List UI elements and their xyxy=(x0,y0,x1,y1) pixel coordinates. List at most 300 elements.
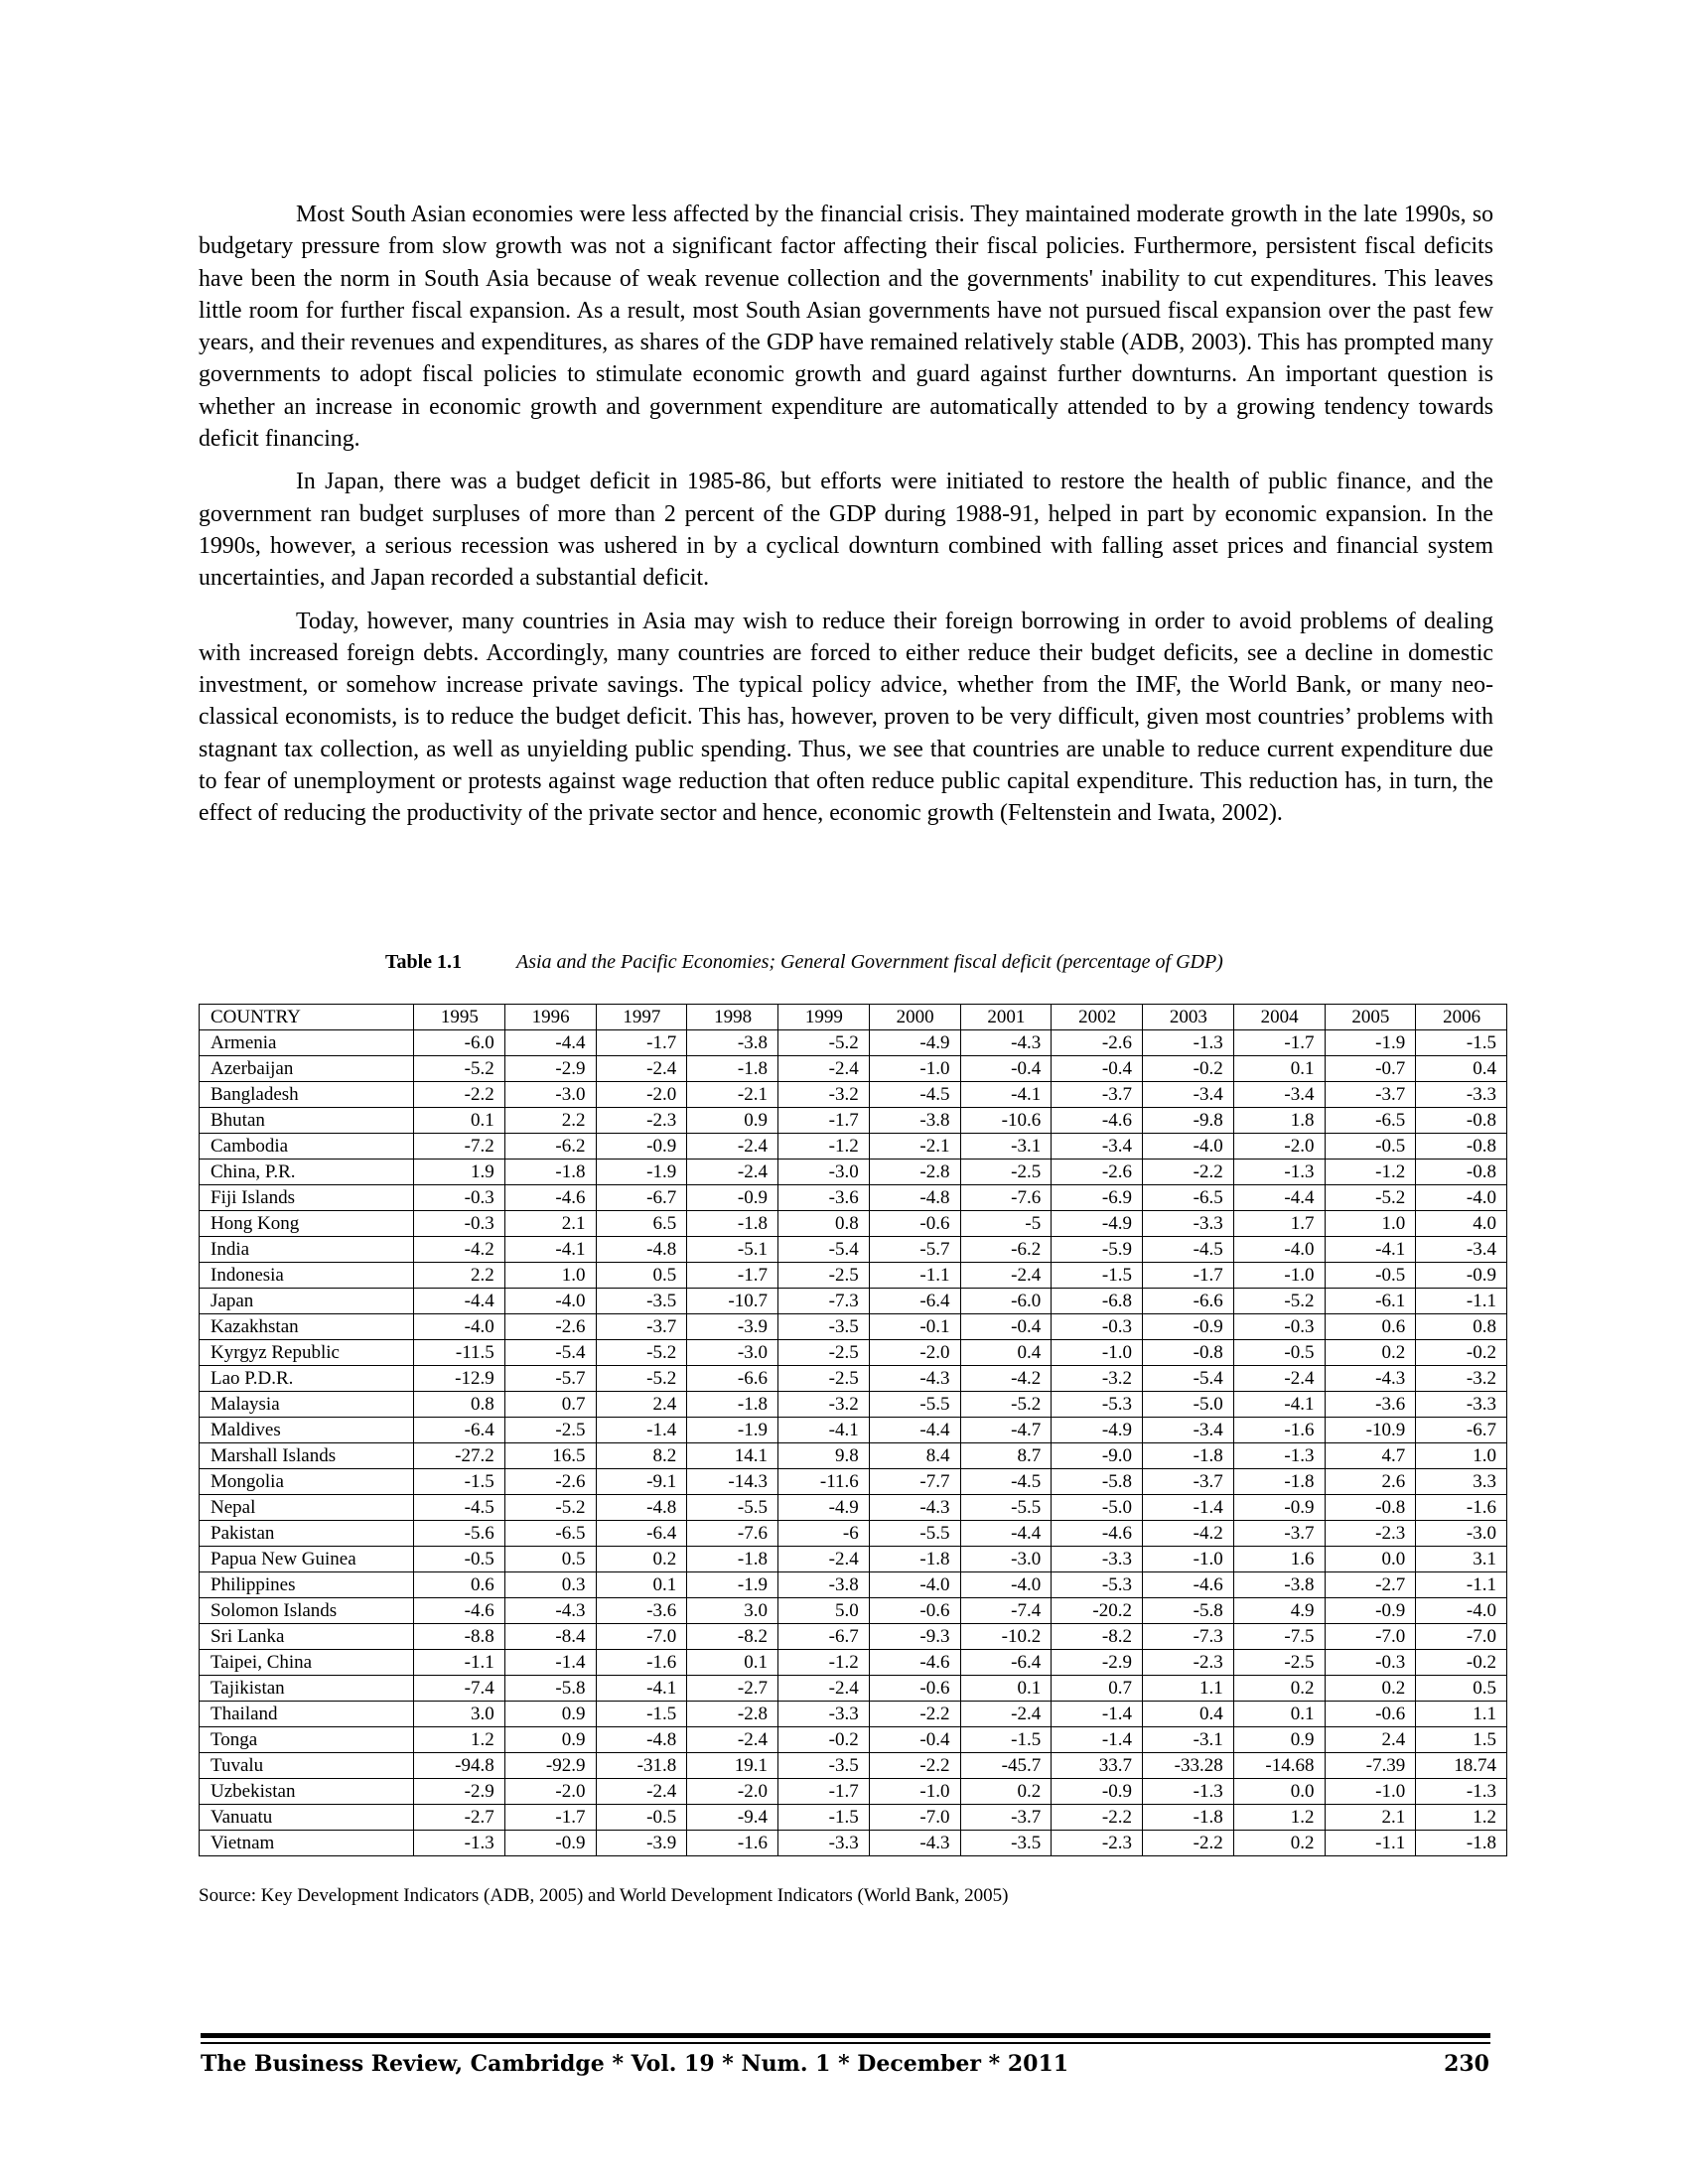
value-cell: -14.3 xyxy=(687,1469,778,1495)
value-cell: -10.6 xyxy=(960,1108,1052,1134)
value-cell: -33.28 xyxy=(1143,1753,1234,1779)
value-cell: 1.0 xyxy=(1416,1443,1507,1469)
year-column-header: 2006 xyxy=(1416,1005,1507,1030)
value-cell: -0.2 xyxy=(778,1727,870,1753)
table-row xyxy=(200,1418,1507,1443)
value-cell: 1.2 xyxy=(1233,1805,1325,1831)
table-row xyxy=(200,1237,1507,1263)
value-cell: -6.0 xyxy=(414,1030,505,1056)
table-row xyxy=(200,1598,1507,1624)
value-cell: -1.9 xyxy=(687,1418,778,1443)
value-cell: -1.4 xyxy=(596,1418,687,1443)
value-cell: -4.6 xyxy=(869,1650,960,1676)
value-cell: 19.1 xyxy=(687,1753,778,1779)
value-cell: -3.1 xyxy=(960,1134,1052,1160)
year-column-header: 1998 xyxy=(687,1005,778,1030)
value-cell: -4.6 xyxy=(1052,1521,1143,1547)
value-cell: -1.0 xyxy=(869,1056,960,1082)
table-row xyxy=(200,1650,1507,1676)
country-cell: Vietnam xyxy=(200,1831,414,1856)
year-column-header: 2000 xyxy=(869,1005,960,1030)
value-cell: -4.8 xyxy=(596,1495,687,1521)
value-cell: 2.1 xyxy=(504,1211,596,1237)
value-cell: -2.5 xyxy=(504,1418,596,1443)
value-cell: -1.3 xyxy=(1233,1160,1325,1185)
value-cell: -0.3 xyxy=(1233,1314,1325,1340)
value-cell: -7.0 xyxy=(869,1805,960,1831)
value-cell: -5.8 xyxy=(1052,1469,1143,1495)
value-cell: -2.5 xyxy=(960,1160,1052,1185)
value-cell: -4.1 xyxy=(1233,1392,1325,1418)
country-cell: Vanuatu xyxy=(200,1805,414,1831)
table-body xyxy=(200,1030,1507,1856)
value-cell: -3.4 xyxy=(1233,1082,1325,1108)
value-cell: -5.1 xyxy=(687,1237,778,1263)
value-cell: -1.1 xyxy=(869,1263,960,1289)
value-cell: -6.4 xyxy=(414,1418,505,1443)
value-cell: 0.4 xyxy=(1143,1702,1234,1727)
value-cell: -1.8 xyxy=(687,1547,778,1572)
value-cell: -4.6 xyxy=(504,1185,596,1211)
value-cell: 0.5 xyxy=(596,1263,687,1289)
value-cell: -0.3 xyxy=(414,1185,505,1211)
value-cell: 2.4 xyxy=(1325,1727,1416,1753)
value-cell: -1.2 xyxy=(1325,1160,1416,1185)
value-cell: -10.9 xyxy=(1325,1418,1416,1443)
value-cell: -2.0 xyxy=(687,1779,778,1805)
value-cell: -2.4 xyxy=(596,1779,687,1805)
value-cell: 8.7 xyxy=(960,1443,1052,1469)
value-cell: -2.7 xyxy=(414,1805,505,1831)
value-cell: -3.6 xyxy=(778,1185,870,1211)
value-cell: -0.3 xyxy=(1052,1314,1143,1340)
paragraph: Today, however, many countries in Asia may wish to reduce their foreign borrowing in order to avoid problems of dealing with increased foreign debts. Accordingly, many countries are forced to either reduce their budget deficits, see a decline in domestic investment, or somehow increase private savings. The typical policy advice, whether from the IMF, the World Bank, or many neo-classical economists, is to reduce the budget deficit. This has, however, proven to be very difficult, given most countries’ problems with stagnant tax collection, as well as unyielding public spending. Thus, we see that countries are unable to reduce current expenditure due to fear of unemployment or protests against wage reduction that often reduce public capital expenditure. This reduction has, in turn, the effect of reducing the productivity of the private sector and hence, economic growth (Feltenstein and Iwata, 2002). xyxy=(199,608,1493,827)
country-column-header: COUNTRY xyxy=(200,1005,414,1030)
value-cell: -1.6 xyxy=(687,1831,778,1856)
value-cell: -8.2 xyxy=(1052,1624,1143,1650)
value-cell: -5.4 xyxy=(1143,1366,1234,1392)
value-cell: -5.3 xyxy=(1052,1572,1143,1598)
table-caption xyxy=(199,951,1493,981)
value-cell: -3.3 xyxy=(778,1702,870,1727)
value-cell: -1.7 xyxy=(778,1779,870,1805)
value-cell: 2.2 xyxy=(504,1108,596,1134)
value-cell: -6.6 xyxy=(687,1366,778,1392)
value-cell: -7.5 xyxy=(1233,1624,1325,1650)
country-cell: Hong Kong xyxy=(200,1211,414,1237)
journal-footer: The Business Review, Cambridge * Vol. 19 * Num. 1 * December * 2011 xyxy=(201,2051,1069,2077)
value-cell: -1.9 xyxy=(596,1160,687,1185)
value-cell: -1.8 xyxy=(687,1211,778,1237)
country-cell: Papua New Guinea xyxy=(200,1547,414,1572)
table-label: Table 1.1 xyxy=(385,951,463,973)
value-cell: -5.2 xyxy=(778,1030,870,1056)
value-cell: -1.8 xyxy=(687,1392,778,1418)
value-cell: -31.8 xyxy=(596,1753,687,1779)
value-cell: -3.4 xyxy=(1143,1418,1234,1443)
country-cell: Kyrgyz Republic xyxy=(200,1340,414,1366)
value-cell: -2.4 xyxy=(687,1160,778,1185)
value-cell: -1.5 xyxy=(960,1727,1052,1753)
country-cell: Indonesia xyxy=(200,1263,414,1289)
value-cell: -3.4 xyxy=(1052,1134,1143,1160)
value-cell: -4.6 xyxy=(414,1598,505,1624)
value-cell: -6.7 xyxy=(1416,1418,1507,1443)
value-cell: -3.2 xyxy=(778,1082,870,1108)
value-cell: -1.4 xyxy=(1052,1727,1143,1753)
value-cell: -27.2 xyxy=(414,1443,505,1469)
value-cell: 1.5 xyxy=(1416,1727,1507,1753)
value-cell: 4.0 xyxy=(1416,1211,1507,1237)
country-cell: Sri Lanka xyxy=(200,1624,414,1650)
value-cell: -4.1 xyxy=(778,1418,870,1443)
value-cell: -5.5 xyxy=(869,1521,960,1547)
body-text xyxy=(199,199,1493,841)
value-cell: -4.3 xyxy=(869,1366,960,1392)
year-column-header: 1996 xyxy=(504,1005,596,1030)
value-cell: -1.3 xyxy=(1143,1030,1234,1056)
value-cell: 0.3 xyxy=(504,1572,596,1598)
value-cell: -1.0 xyxy=(1233,1263,1325,1289)
value-cell: 1.2 xyxy=(414,1727,505,1753)
value-cell: -4.0 xyxy=(869,1572,960,1598)
value-cell: -4.0 xyxy=(414,1314,505,1340)
value-cell: -2.8 xyxy=(687,1702,778,1727)
value-cell: 18.74 xyxy=(1416,1753,1507,1779)
value-cell: -4.2 xyxy=(960,1366,1052,1392)
table-row xyxy=(200,1314,1507,1340)
value-cell: -10.7 xyxy=(687,1289,778,1314)
value-cell: 2.1 xyxy=(1325,1805,1416,1831)
value-cell: -4.4 xyxy=(960,1521,1052,1547)
value-cell: -4.8 xyxy=(596,1727,687,1753)
value-cell: -0.6 xyxy=(869,1676,960,1702)
table-row xyxy=(200,1572,1507,1598)
value-cell: 1.0 xyxy=(1325,1211,1416,1237)
value-cell: -7.7 xyxy=(869,1469,960,1495)
value-cell: -1.8 xyxy=(504,1160,596,1185)
value-cell: -1.6 xyxy=(596,1650,687,1676)
value-cell: -2.2 xyxy=(414,1082,505,1108)
value-cell: -3.0 xyxy=(687,1340,778,1366)
year-column-header: 1997 xyxy=(596,1005,687,1030)
table-row xyxy=(200,1211,1507,1237)
value-cell: -5.6 xyxy=(414,1521,505,1547)
value-cell: -1.7 xyxy=(687,1263,778,1289)
value-cell: -3.4 xyxy=(1416,1237,1507,1263)
value-cell: -1.7 xyxy=(1143,1263,1234,1289)
value-cell: 0.4 xyxy=(1416,1056,1507,1082)
table-row xyxy=(200,1185,1507,1211)
value-cell: -3.8 xyxy=(1233,1572,1325,1598)
value-cell: -4.3 xyxy=(960,1030,1052,1056)
value-cell: 0.5 xyxy=(1416,1676,1507,1702)
country-cell: Uzbekistan xyxy=(200,1779,414,1805)
value-cell: -6.9 xyxy=(1052,1185,1143,1211)
table-source: Source: Key Development Indicators (ADB, 2005) and World Development Indicators (World Bank, 2005) xyxy=(199,1885,1009,1906)
value-cell: -3.3 xyxy=(1143,1211,1234,1237)
table-row xyxy=(200,1030,1507,1056)
table-row xyxy=(200,1676,1507,1702)
value-cell: -2.5 xyxy=(778,1263,870,1289)
value-cell: -9.8 xyxy=(1143,1108,1234,1134)
value-cell: -1.0 xyxy=(1325,1779,1416,1805)
table-row xyxy=(200,1366,1507,1392)
value-cell: -6.7 xyxy=(778,1624,870,1650)
country-cell: Cambodia xyxy=(200,1134,414,1160)
value-cell: -2.3 xyxy=(1052,1831,1143,1856)
value-cell: -7.4 xyxy=(960,1598,1052,1624)
value-cell: -2.7 xyxy=(1325,1572,1416,1598)
value-cell: -4.9 xyxy=(869,1030,960,1056)
value-cell: 4.9 xyxy=(1233,1598,1325,1624)
table-row xyxy=(200,1263,1507,1289)
value-cell: -1.7 xyxy=(778,1108,870,1134)
value-cell: -1.2 xyxy=(778,1134,870,1160)
value-cell: -3.0 xyxy=(778,1160,870,1185)
value-cell: -0.8 xyxy=(1416,1134,1507,1160)
value-cell: 9.8 xyxy=(778,1443,870,1469)
table-row xyxy=(200,1108,1507,1134)
table-row xyxy=(200,1469,1507,1495)
value-cell: 0.8 xyxy=(778,1211,870,1237)
value-cell: -3.5 xyxy=(778,1314,870,1340)
value-cell: 14.1 xyxy=(687,1443,778,1469)
value-cell: -0.9 xyxy=(687,1185,778,1211)
value-cell: -5.7 xyxy=(504,1366,596,1392)
value-cell: -1.5 xyxy=(1416,1030,1507,1056)
value-cell: -0.9 xyxy=(1233,1495,1325,1521)
value-cell: -7.3 xyxy=(778,1289,870,1314)
value-cell: 2.2 xyxy=(414,1263,505,1289)
value-cell: -7.0 xyxy=(1325,1624,1416,1650)
value-cell: -12.9 xyxy=(414,1366,505,1392)
value-cell: -2.4 xyxy=(687,1134,778,1160)
value-cell: 1.0 xyxy=(504,1263,596,1289)
country-cell: Pakistan xyxy=(200,1521,414,1547)
value-cell: -1.2 xyxy=(778,1650,870,1676)
page-number: 230 xyxy=(1444,2051,1489,2077)
value-cell: -5.2 xyxy=(504,1495,596,1521)
value-cell: -2.2 xyxy=(869,1753,960,1779)
footer-rule-thick xyxy=(201,2033,1490,2038)
value-cell: -1.8 xyxy=(1143,1805,1234,1831)
value-cell: 33.7 xyxy=(1052,1753,1143,1779)
value-cell: 0.2 xyxy=(1325,1340,1416,1366)
value-cell: -4.2 xyxy=(414,1237,505,1263)
value-cell: -2.2 xyxy=(1143,1160,1234,1185)
value-cell: 1.7 xyxy=(1233,1211,1325,1237)
value-cell: -5.4 xyxy=(778,1237,870,1263)
value-cell: -2.4 xyxy=(1233,1366,1325,1392)
value-cell: -2.6 xyxy=(1052,1030,1143,1056)
value-cell: -0.1 xyxy=(869,1314,960,1340)
fiscal-deficit-table xyxy=(199,1004,1507,1856)
value-cell: -1.8 xyxy=(1143,1443,1234,1469)
year-column-header: 2003 xyxy=(1143,1005,1234,1030)
country-cell: Tuvalu xyxy=(200,1753,414,1779)
value-cell: -5.4 xyxy=(504,1340,596,1366)
country-cell: Tonga xyxy=(200,1727,414,1753)
country-cell: Tajikistan xyxy=(200,1676,414,1702)
value-cell: -7.3 xyxy=(1143,1624,1234,1650)
table-row xyxy=(200,1521,1507,1547)
value-cell: -11.5 xyxy=(414,1340,505,1366)
value-cell: -0.5 xyxy=(1325,1263,1416,1289)
value-cell: -3.4 xyxy=(1143,1082,1234,1108)
table-row xyxy=(200,1392,1507,1418)
value-cell: -4.1 xyxy=(504,1237,596,1263)
value-cell: -5.5 xyxy=(869,1392,960,1418)
value-cell: -4.0 xyxy=(1143,1134,1234,1160)
value-cell: -1.4 xyxy=(1052,1702,1143,1727)
value-cell: -0.8 xyxy=(1416,1160,1507,1185)
value-cell: -0.9 xyxy=(596,1134,687,1160)
value-cell: -1.0 xyxy=(1052,1340,1143,1366)
value-cell: 1.8 xyxy=(1233,1108,1325,1134)
value-cell: 0.1 xyxy=(596,1572,687,1598)
value-cell: -0.5 xyxy=(1233,1340,1325,1366)
value-cell: -0.4 xyxy=(960,1314,1052,1340)
value-cell: 0.6 xyxy=(1325,1314,1416,1340)
value-cell: -4.3 xyxy=(869,1831,960,1856)
value-cell: -9.4 xyxy=(687,1805,778,1831)
value-cell: 8.2 xyxy=(596,1443,687,1469)
value-cell: -2.1 xyxy=(869,1134,960,1160)
year-column-header: 2005 xyxy=(1325,1005,1416,1030)
country-cell: Lao P.D.R. xyxy=(200,1366,414,1392)
value-cell: 0.4 xyxy=(960,1340,1052,1366)
value-cell: -1.7 xyxy=(1233,1030,1325,1056)
value-cell: -5.3 xyxy=(1052,1392,1143,1418)
value-cell: 0.1 xyxy=(414,1108,505,1134)
value-cell: -5.2 xyxy=(596,1366,687,1392)
value-cell: -9.3 xyxy=(869,1624,960,1650)
value-cell: -1.6 xyxy=(1416,1495,1507,1521)
value-cell: -2.0 xyxy=(596,1082,687,1108)
value-cell: -0.4 xyxy=(869,1727,960,1753)
value-cell: -7.2 xyxy=(414,1134,505,1160)
value-cell: -6.7 xyxy=(596,1185,687,1211)
year-column-header: 2001 xyxy=(960,1005,1052,1030)
value-cell: -7.39 xyxy=(1325,1753,1416,1779)
value-cell: -3.6 xyxy=(596,1598,687,1624)
value-cell: 0.7 xyxy=(1052,1676,1143,1702)
value-cell: -3.3 xyxy=(778,1831,870,1856)
value-cell: -1.8 xyxy=(1233,1469,1325,1495)
table-row xyxy=(200,1082,1507,1108)
value-cell: -1.5 xyxy=(414,1469,505,1495)
value-cell: -3.7 xyxy=(1143,1469,1234,1495)
value-cell: -3.5 xyxy=(960,1831,1052,1856)
value-cell: -3.0 xyxy=(1416,1521,1507,1547)
value-cell: -2.0 xyxy=(1233,1134,1325,1160)
value-cell: -2.6 xyxy=(504,1314,596,1340)
value-cell: -3.7 xyxy=(1233,1521,1325,1547)
table-row xyxy=(200,1134,1507,1160)
value-cell: -5 xyxy=(960,1211,1052,1237)
table-row xyxy=(200,1340,1507,1366)
value-cell: -4.5 xyxy=(414,1495,505,1521)
value-cell: 0.1 xyxy=(960,1676,1052,1702)
value-cell: -5.5 xyxy=(960,1495,1052,1521)
value-cell: -2.0 xyxy=(869,1340,960,1366)
value-cell: -0.6 xyxy=(869,1598,960,1624)
value-cell: -3.2 xyxy=(778,1392,870,1418)
value-cell: -4.0 xyxy=(1416,1185,1507,1211)
value-cell: 0.1 xyxy=(1233,1056,1325,1082)
value-cell: -4.9 xyxy=(1052,1211,1143,1237)
value-cell: -3.8 xyxy=(869,1108,960,1134)
value-cell: -6.5 xyxy=(504,1521,596,1547)
value-cell: -6.0 xyxy=(960,1289,1052,1314)
value-cell: -3.0 xyxy=(504,1082,596,1108)
value-cell: -0.9 xyxy=(504,1831,596,1856)
value-cell: -6 xyxy=(778,1521,870,1547)
value-cell: 0.0 xyxy=(1233,1779,1325,1805)
value-cell: -3.2 xyxy=(1416,1366,1507,1392)
country-cell: Azerbaijan xyxy=(200,1056,414,1082)
value-cell: -1.0 xyxy=(1143,1547,1234,1572)
value-cell: -2.1 xyxy=(687,1082,778,1108)
value-cell: -0.4 xyxy=(960,1056,1052,1082)
value-cell: -0.2 xyxy=(1416,1340,1507,1366)
value-cell: -1.4 xyxy=(504,1650,596,1676)
value-cell: 0.8 xyxy=(414,1392,505,1418)
value-cell: -5.2 xyxy=(414,1056,505,1082)
table-row xyxy=(200,1753,1507,1779)
value-cell: -0.8 xyxy=(1325,1495,1416,1521)
value-cell: 5.0 xyxy=(778,1598,870,1624)
country-cell: Philippines xyxy=(200,1572,414,1598)
value-cell: -6.4 xyxy=(869,1289,960,1314)
value-cell: -2.9 xyxy=(414,1779,505,1805)
value-cell: -4.0 xyxy=(1416,1598,1507,1624)
value-cell: -1.1 xyxy=(1325,1831,1416,1856)
value-cell: -1.9 xyxy=(1325,1030,1416,1056)
value-cell: -3.2 xyxy=(1052,1366,1143,1392)
value-cell: 1.1 xyxy=(1143,1676,1234,1702)
value-cell: -3.3 xyxy=(1416,1082,1507,1108)
value-cell: -1.5 xyxy=(596,1702,687,1727)
value-cell: -2.6 xyxy=(504,1469,596,1495)
country-cell: Bhutan xyxy=(200,1108,414,1134)
value-cell: -9.0 xyxy=(1052,1443,1143,1469)
value-cell: -3.3 xyxy=(1416,1392,1507,1418)
value-cell: -5.5 xyxy=(687,1495,778,1521)
value-cell: -7.6 xyxy=(687,1521,778,1547)
country-cell: Nepal xyxy=(200,1495,414,1521)
country-cell: China, P.R. xyxy=(200,1160,414,1185)
value-cell: -4.4 xyxy=(1233,1185,1325,1211)
value-cell: -8.8 xyxy=(414,1624,505,1650)
year-column-header: 1995 xyxy=(414,1005,505,1030)
value-cell: 1.1 xyxy=(1416,1702,1507,1727)
value-cell: -1.3 xyxy=(414,1831,505,1856)
value-cell: 0.8 xyxy=(1416,1314,1507,1340)
value-cell: -1.8 xyxy=(869,1547,960,1572)
country-cell: Kazakhstan xyxy=(200,1314,414,1340)
value-cell: -3.8 xyxy=(778,1572,870,1598)
table-row xyxy=(200,1289,1507,1314)
value-cell: 0.2 xyxy=(1325,1676,1416,1702)
country-cell: Thailand xyxy=(200,1702,414,1727)
value-cell: -94.8 xyxy=(414,1753,505,1779)
value-cell: -9.1 xyxy=(596,1469,687,1495)
value-cell: -92.9 xyxy=(504,1753,596,1779)
value-cell: -3.9 xyxy=(687,1314,778,1340)
value-cell: -3.1 xyxy=(1143,1727,1234,1753)
